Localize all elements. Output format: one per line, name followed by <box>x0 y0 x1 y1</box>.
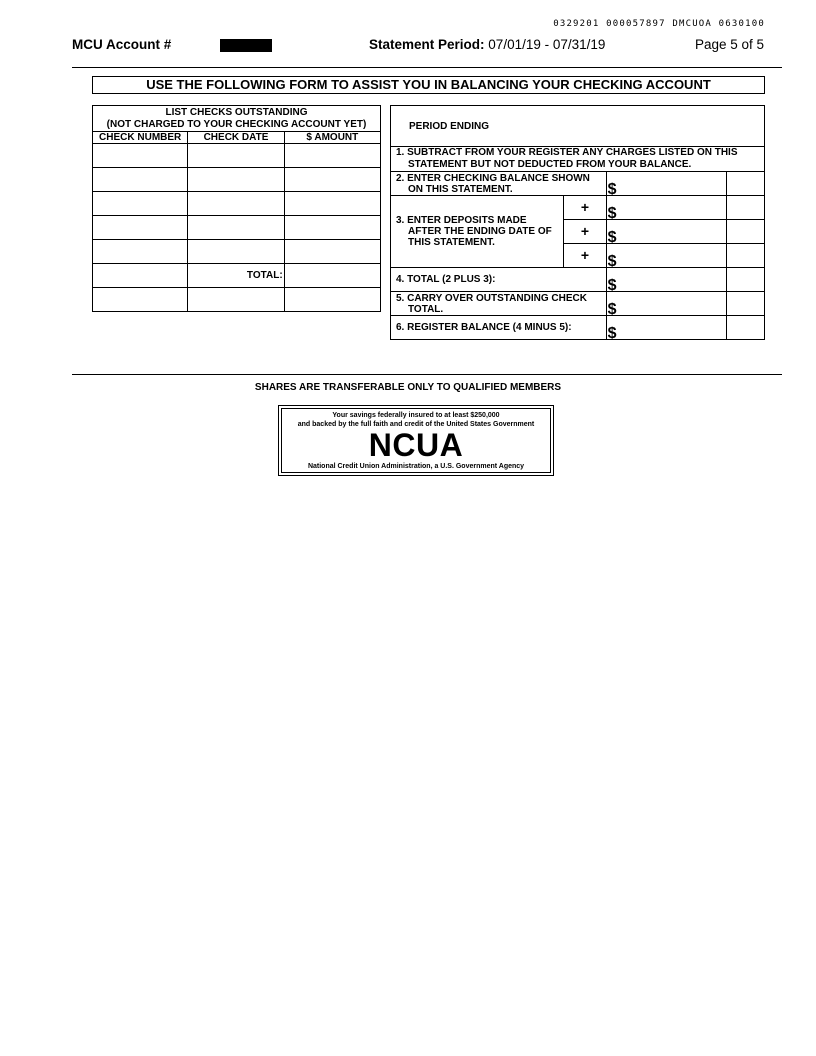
table-row <box>93 144 381 168</box>
form-title: USE THE FOLLOWING FORM TO ASSIST YOU IN BALANCING YOUR CHECKING ACCOUNT <box>92 76 765 94</box>
page-number: Page 5 of 5 <box>694 37 764 52</box>
ncua-insurance-seal <box>278 405 554 476</box>
table-row <box>93 168 381 192</box>
plus-sign: + <box>564 244 606 268</box>
footer-divider <box>72 374 782 375</box>
shares-note: SHARES ARE TRANSFERABLE ONLY TO QUALIFIED MEMBERS <box>254 382 562 393</box>
col-amount: $ AMOUNT <box>284 132 380 144</box>
col-check-date: CHECK DATE <box>188 132 284 144</box>
plus-sign: + <box>564 196 606 220</box>
header-divider <box>72 67 782 68</box>
dollar-sign: $ <box>606 172 726 196</box>
ncua-line-1: Your savings federally insured to at least $250,000 <box>332 412 500 419</box>
redacted-account-number <box>220 39 272 52</box>
dollar-sign: $ <box>606 268 726 292</box>
document-code: 0329201 000057897 DMCUOA 0630100 <box>553 19 765 29</box>
step-6: 6. REGISTER BALANCE (4 MINUS 5): <box>391 316 607 340</box>
balancing-worksheet <box>390 105 765 340</box>
dollar-sign: $ <box>606 244 726 268</box>
step-1: 1. SUBTRACT FROM YOUR REGISTER ANY CHARGES LISTED ON THIS STATEMENT BUT NOT DEDUCTED FROM YOUR BALANCE. <box>391 147 765 172</box>
table-row <box>93 216 381 240</box>
step-4: 4. TOTAL (2 PLUS 3): <box>391 268 607 292</box>
dollar-sign: $ <box>606 292 726 316</box>
plus-sign: + <box>564 220 606 244</box>
checks-title: LIST CHECKS OUTSTANDING (NOT CHARGED TO YOUR CHECKING ACCOUNT YET) <box>93 106 381 132</box>
step-2: 2. ENTER CHECKING BALANCE SHOWN ON THIS STATEMENT. <box>391 172 607 196</box>
table-row <box>93 192 381 216</box>
statement-header <box>72 37 764 55</box>
period-ending: PERIOD ENDING <box>391 106 765 147</box>
col-check-number: CHECK NUMBER <box>93 132 188 144</box>
total-label: TOTAL: <box>188 264 284 288</box>
dollar-sign: $ <box>606 220 726 244</box>
dollar-sign: $ <box>606 196 726 220</box>
statement-period <box>369 37 605 52</box>
total-row <box>93 264 381 288</box>
statement-period-value: 07/01/19 - 07/31/19 <box>488 37 606 52</box>
outstanding-checks-table <box>92 105 381 312</box>
table-row <box>93 240 381 264</box>
dollar-sign: $ <box>606 316 726 340</box>
ncua-line-2: and backed by the full faith and credit of the United States Government <box>297 421 535 428</box>
ncua-logo: NCUA <box>368 427 464 463</box>
step-5: 5. CARRY OVER OUTSTANDING CHECK TOTAL. <box>391 292 607 316</box>
step-3: 3. ENTER DEPOSITS MADE AFTER THE ENDING DATE OFTHIS STATEMENT. <box>391 196 564 268</box>
ncua-line-3: National Credit Union Administration, a U.S. Government Agency <box>307 463 525 470</box>
table-row <box>93 288 381 312</box>
account-label: MCU Account # <box>72 37 172 52</box>
statement-period-label: Statement Period: <box>369 37 485 52</box>
